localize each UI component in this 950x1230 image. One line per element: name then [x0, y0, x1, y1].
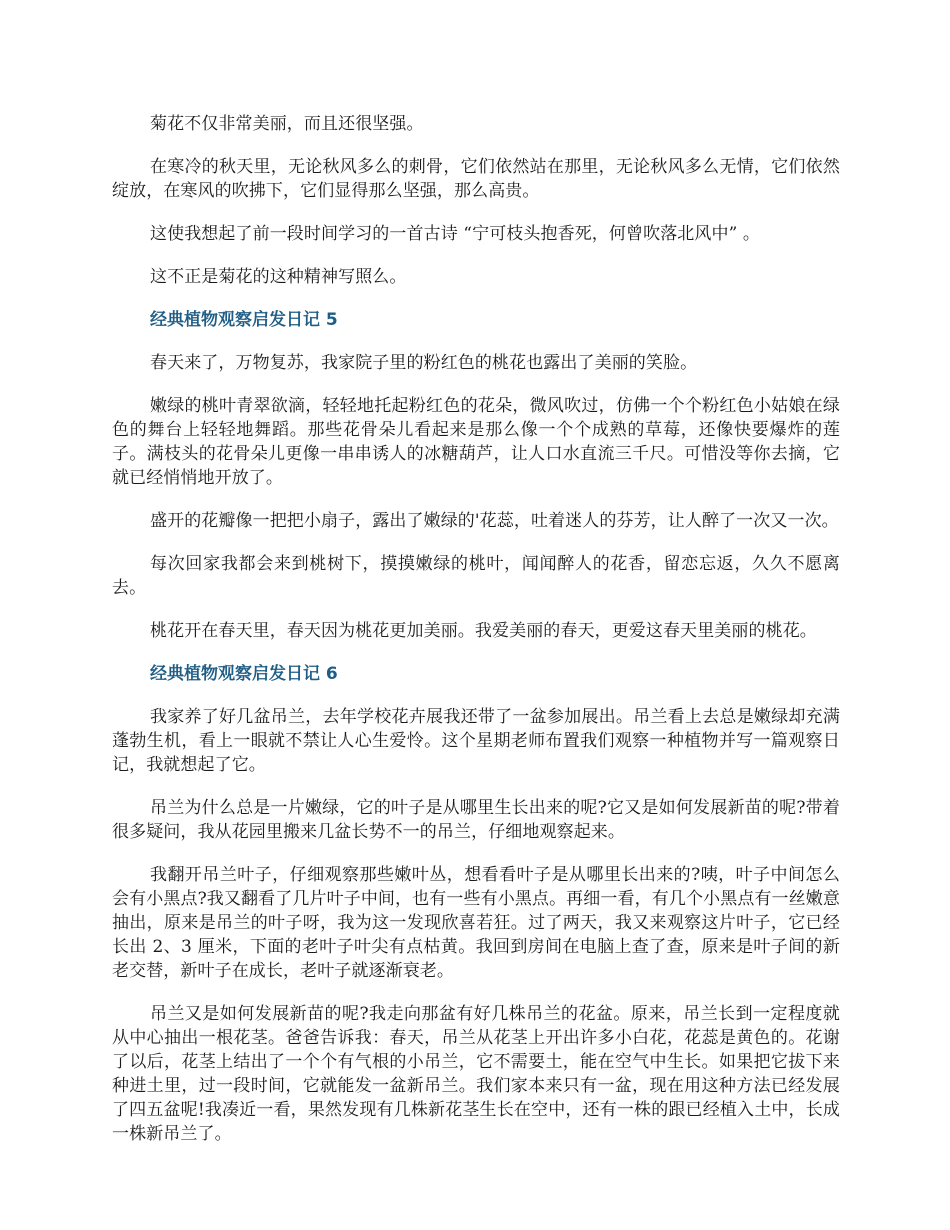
paragraph: 嫩绿的桃叶青翠欲滴，轻轻地托起粉红色的花朵，微风吹过，仿佛一个个粉红色小姑娘在绿色的舞台上轻轻地舞蹈。那些花骨朵儿看起来是那么像一个个成熟的草莓，还像快要爆炸的莲子。满枝头的花骨朵儿更像一串串诱人的冰糖葫芦，让人口水直流三千尺。可惜没等你去摘，它就已经悄悄地开放了。	[112, 396, 840, 488]
section-heading: 经典植物观察启发日记 5	[150, 310, 338, 330]
paragraph: 这使我想起了前一段时间学习的一首古诗 “宁可枝头抱香死，何曾吹落北风中” 。	[150, 224, 760, 244]
paragraph: 春天来了，万物复苏，我家院子里的粉红色的桃花也露出了美丽的笑脸。	[150, 353, 698, 373]
paragraph: 菊花不仅非常美丽，而且还很坚强。	[150, 114, 424, 134]
paragraph: 吊兰又是如何发展新苗的呢?我走向那盆有好几株吊兰的花盆。原来，吊兰长到一定程度就从中心抽出一根花茎。爸爸告诉我：春天，吊兰从花茎上开出许多小白花，花蕊是黄色的。花谢了以后，花茎上结出了一个个有气根的小吊兰，它不需要土，能在空气中生长。如果把它拔下来种进土里，过一段时间，它就能发一盆新吊兰。我们家本来只有一盆，现在用这种方法已经发展了四五盆呢!我凑近一看，果然发现有几株新花茎生长在空中，还有一株的跟已经植入土中，长成一株新吊兰了。	[112, 1004, 840, 1144]
paragraph: 我翻开吊兰叶子，仔细观察那些嫩叶丛，想看看叶子是从哪里长出来的?咦，叶子中间怎么会有小黑点?我又翻看了几片叶子中间，也有一些有小黑点。再细一看，有几个小黑点有一丝嫩意抽出，原来是吊兰的叶子呀，我为这一发现欣喜若狂。过了两天，我又来观察这片叶子，它已经长出 2、3 厘米，下面的老叶子叶尖有点枯黄。我回到房间在电脑上查了查，原来是叶子间的新老交替，新叶子在成长，老叶子就逐渐衰老。	[112, 865, 840, 981]
paragraph: 这不正是菊花的这种精神写照么。	[150, 267, 407, 287]
paragraph: 每次回家我都会来到桃树下，摸摸嫩绿的桃叶，闻闻醉人的花香，留恋忘返，久久不愿离去。	[112, 554, 840, 598]
section-heading: 经典植物观察启发日记 6	[150, 664, 338, 684]
paragraph: 盛开的花瓣像一把把小扇子，露出了嫩绿的'花蕊，吐着迷人的芬芳，让人醉了一次又一次。	[150, 511, 839, 531]
paragraph: 在寒冷的秋天里，无论秋风多么的刺骨，它们依然站在那里，无论秋风多么无情，它们依然绽放，在寒风的吹拂下，它们显得那么坚强，那么高贵。	[112, 157, 840, 201]
paragraph: 桃花开在春天里，春天因为桃花更加美丽。我爱美丽的春天，更爱这春天里美丽的桃花。	[150, 621, 817, 641]
paragraph: 我家养了好几盆吊兰，去年学校花卉展我还带了一盆参加展出。吊兰看上去总是嫩绿却充满蓬勃生机，看上一眼就不禁让人心生爱怜。这个星期老师布置我们观察一种植物并写一篇观察日记，我就想起了它。	[112, 707, 840, 775]
paragraph: 吊兰为什么总是一片嫩绿，它的叶子是从哪里生长出来的呢?它又是如何发展新苗的呢?带着很多疑问，我从花园里搬来几盆长势不一的吊兰，仔细地观察起来。	[112, 798, 840, 842]
